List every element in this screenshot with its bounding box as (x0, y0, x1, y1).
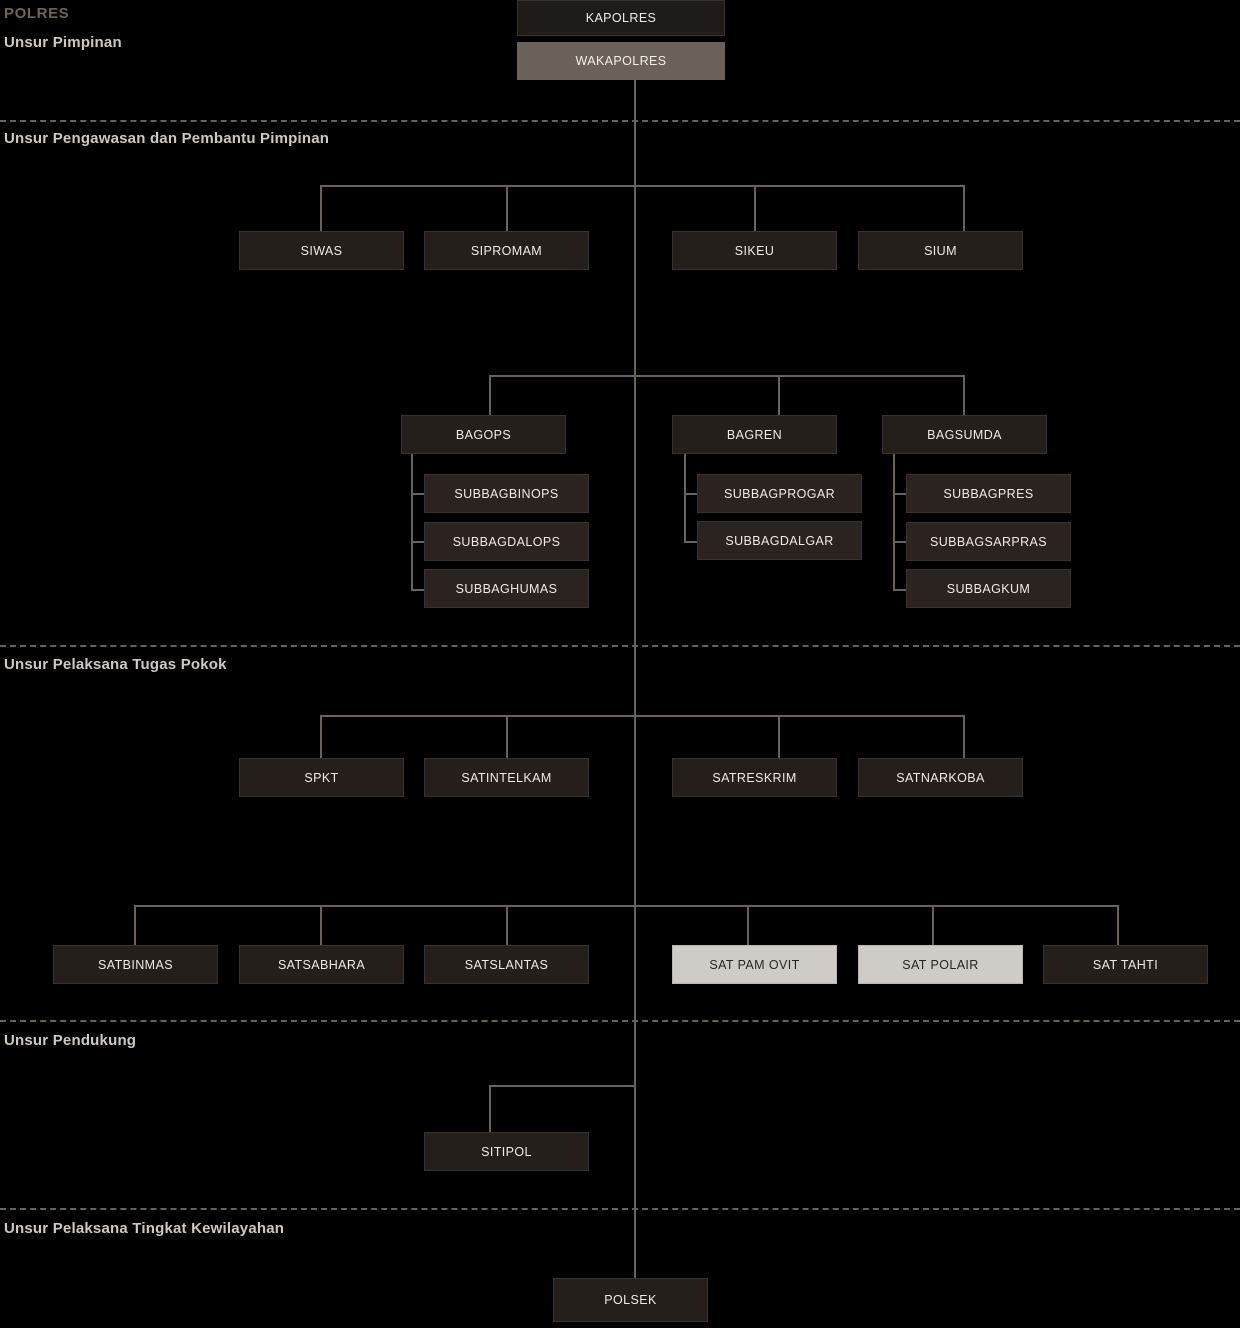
tick-binops (411, 493, 425, 495)
bus-sat2 (134, 905, 1118, 907)
node-subbagdalgar[interactable]: SUBBAGDALGAR (697, 521, 862, 560)
drop-satslantas (506, 905, 508, 945)
spine-5 (634, 905, 636, 1085)
spine-6 (634, 1085, 636, 1300)
drop-siwas (320, 185, 322, 232)
section-title-pendukung: Unsur Pendukung (4, 1032, 137, 1049)
drop-satnarkoba (963, 715, 965, 758)
rail-bagsumda (893, 454, 895, 589)
drop-sitipol (489, 1085, 491, 1132)
divider-3 (0, 1020, 1240, 1022)
rail-bagops (411, 454, 413, 589)
org-label: POLRES (4, 5, 70, 22)
node-satpolair[interactable]: SAT POLAIR (858, 945, 1023, 984)
node-subbaghumas[interactable]: SUBBAGHUMAS (424, 569, 589, 608)
drop-sattahti (1117, 905, 1119, 945)
drop-sikeu (754, 185, 756, 232)
section-title-pengawasan: Unsur Pengawasan dan Pembantu Pimpinan (4, 130, 330, 147)
node-satbinmas[interactable]: SATBINMAS (53, 945, 218, 984)
section-title-pokok: Unsur Pelaksana Tugas Pokok (4, 656, 227, 673)
drop-satsabhara (320, 905, 322, 945)
drop-bagsumda (963, 375, 965, 415)
node-sium[interactable]: SIUM (858, 231, 1023, 270)
rail-bagren (684, 454, 686, 541)
node-sikeu[interactable]: SIKEU (672, 231, 837, 270)
node-satintelkam[interactable]: SATINTELKAM (424, 758, 589, 797)
node-bagops[interactable]: BAGOPS (401, 415, 566, 454)
drop-satbinmas (134, 905, 136, 945)
node-satslantas[interactable]: SATSLANTAS (424, 945, 589, 984)
drop-satintelkam (506, 715, 508, 758)
drop-satreskrim (778, 715, 780, 758)
node-spkt[interactable]: SPKT (239, 758, 404, 797)
tick-dalops (411, 541, 425, 543)
tick-progar (684, 493, 698, 495)
drop-satpamovit (747, 905, 749, 945)
node-satreskrim[interactable]: SATRESKRIM (672, 758, 837, 797)
section-title-pimpinan: Unsur Pimpinan (4, 34, 122, 51)
tick-pres (893, 493, 907, 495)
bus-sitipol (489, 1085, 635, 1087)
node-bagren[interactable]: BAGREN (672, 415, 837, 454)
tick-dalgar (684, 541, 698, 543)
tick-humas (411, 589, 425, 591)
node-subbagsarpras[interactable]: SUBBAGSARPRAS (906, 522, 1071, 561)
bus-sat1 (320, 715, 964, 717)
node-sipropam[interactable]: SIPROMAM (424, 231, 589, 270)
node-wakapolres[interactable]: WAKAPOLRES (517, 42, 725, 80)
section-title-kewilayahan: Unsur Pelaksana Tingkat Kewilayahan (4, 1220, 285, 1237)
drop-sipropam (506, 185, 508, 232)
node-sitipol[interactable]: SITIPOL (424, 1132, 589, 1171)
node-satpamovit[interactable]: SAT PAM OVIT (672, 945, 837, 984)
bus-si (320, 185, 964, 187)
drop-spkt (320, 715, 322, 758)
node-bagsumda[interactable]: BAGSUMDA (882, 415, 1047, 454)
divider-2 (0, 645, 1240, 647)
node-subbagprogar[interactable]: SUBBAGPROGAR (697, 474, 862, 513)
spine-4 (634, 715, 636, 905)
drop-bagops (489, 375, 491, 415)
node-sattahti[interactable]: SAT TAHTI (1043, 945, 1208, 984)
drop-satpolair (932, 905, 934, 945)
node-subbagdalops[interactable]: SUBBAGDALOPS (424, 522, 589, 561)
divider-4 (0, 1208, 1240, 1210)
spine-2 (634, 185, 636, 375)
node-subbagkum[interactable]: SUBBAGKUM (906, 569, 1071, 608)
divider-1 (0, 120, 1240, 122)
spine-1 (634, 80, 636, 185)
node-satsabhara[interactable]: SATSABHARA (239, 945, 404, 984)
drop-sium (963, 185, 965, 232)
node-subbagbinops[interactable]: SUBBAGBINOPS (424, 474, 589, 513)
node-subbagpres[interactable]: SUBBAGPRES (906, 474, 1071, 513)
node-siwas[interactable]: SIWAS (239, 231, 404, 270)
spine-3 (634, 375, 636, 715)
node-satnarkoba[interactable]: SATNARKOBA (858, 758, 1023, 797)
node-kapolres[interactable]: KAPOLRES (517, 0, 725, 36)
tick-kum (893, 589, 907, 591)
bus-bag (489, 375, 964, 377)
tick-sarpras (893, 541, 907, 543)
node-polsek[interactable]: POLSEK (553, 1278, 708, 1322)
drop-bagren (778, 375, 780, 415)
